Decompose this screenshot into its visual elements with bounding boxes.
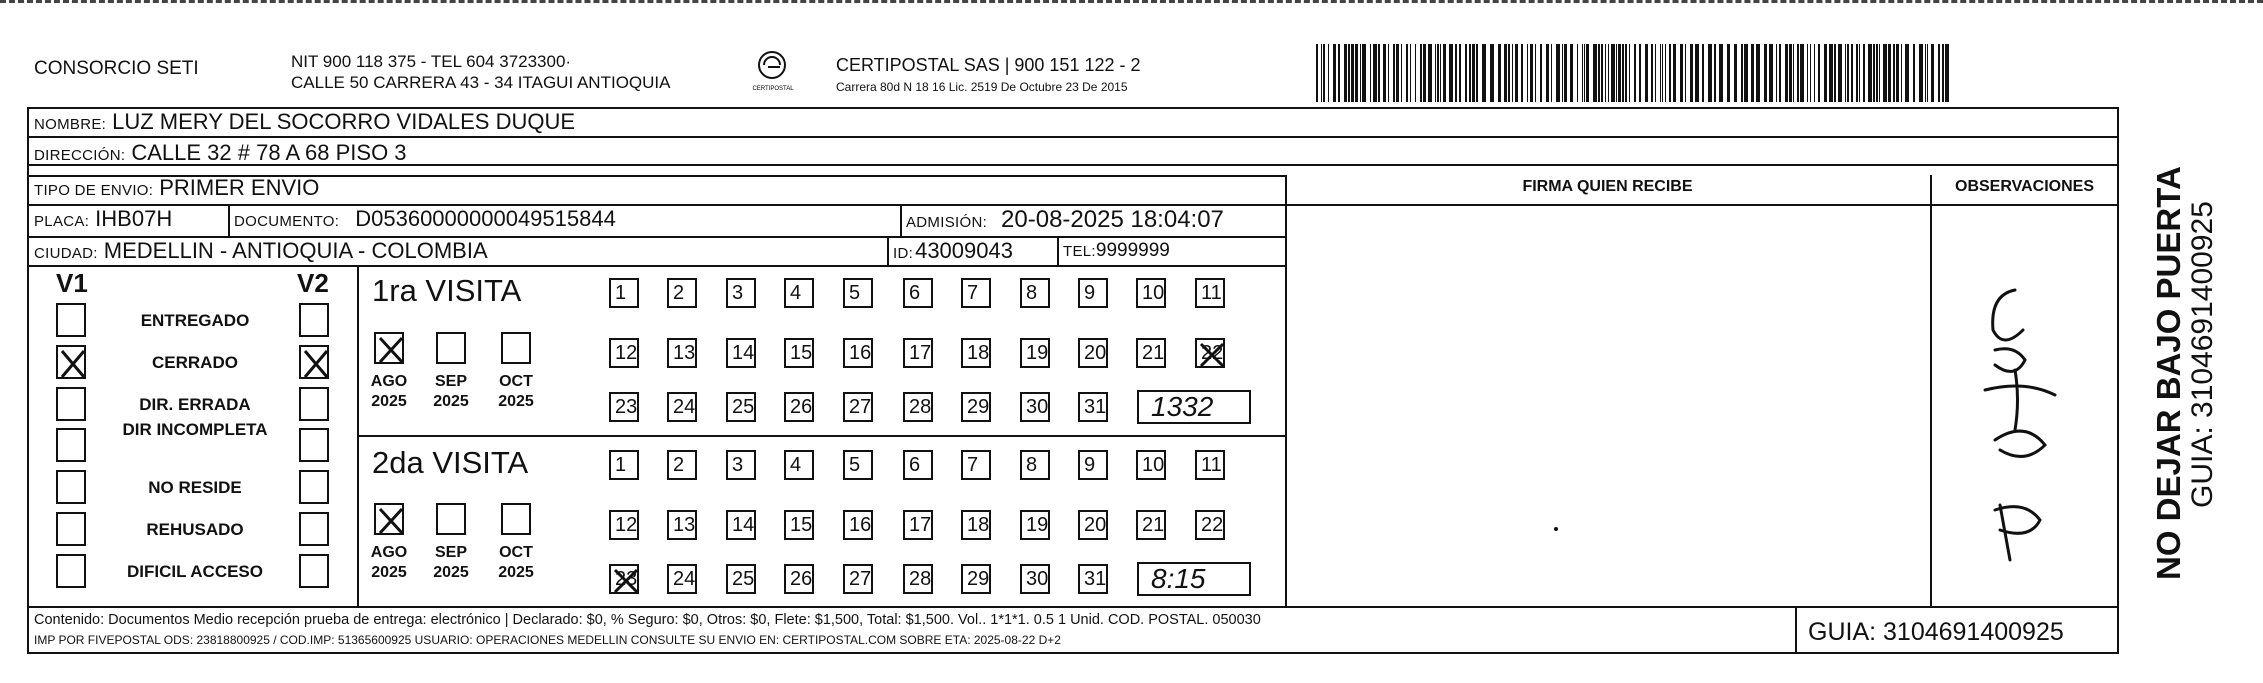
- nombre-value: LUZ MERY DEL SOCORRO VIDALES DUQUE: [112, 109, 576, 134]
- day-number: 22: [1201, 342, 1224, 364]
- day-box[interactable]: [667, 338, 697, 368]
- day-number: 7: [967, 282, 979, 304]
- status-label: DIFICIL ACCESO: [126, 562, 263, 581]
- id-value: 43009043: [915, 238, 1013, 263]
- tel-label: TEL:: [1063, 243, 1096, 260]
- day-box[interactable]: [1195, 338, 1225, 368]
- day-number: 20: [1084, 342, 1107, 364]
- day-box[interactable]: [609, 510, 639, 540]
- day-box[interactable]: [843, 450, 873, 480]
- perforation-edge: [0, 0, 2263, 6]
- day-number: 10: [1142, 454, 1165, 476]
- day-box[interactable]: [903, 510, 933, 540]
- day-number: 8: [1026, 454, 1038, 476]
- day-number: 17: [909, 342, 932, 364]
- day-box[interactable]: [1078, 392, 1108, 422]
- day-box[interactable]: [784, 392, 814, 422]
- month-label: SEP: [434, 373, 467, 390]
- ciudad-field: [34, 238, 488, 264]
- placa-label: PLACA:: [34, 213, 90, 230]
- day-number: 4: [790, 454, 802, 476]
- day-number: 27: [849, 568, 872, 590]
- day-number: 19: [1026, 342, 1049, 364]
- month-caption: [369, 372, 409, 412]
- day-box[interactable]: [961, 450, 991, 480]
- month-label: SEP: [434, 544, 467, 561]
- day-box[interactable]: [1136, 278, 1166, 308]
- status-v1-checkbox[interactable]: [56, 512, 86, 546]
- status-v2-checkbox[interactable]: [299, 554, 329, 588]
- id-label: ID:: [893, 245, 914, 262]
- day-box[interactable]: [903, 392, 933, 422]
- visit-time-box[interactable]: 1332: [1137, 390, 1251, 424]
- day-box[interactable]: [726, 510, 756, 540]
- month-checkbox[interactable]: [501, 503, 531, 535]
- day-number: 29: [967, 568, 990, 590]
- day-box[interactable]: [1078, 450, 1108, 480]
- day-box[interactable]: [1195, 450, 1225, 480]
- status-label: CERRADO: [152, 353, 238, 372]
- day-number: 30: [1026, 568, 1049, 590]
- status-v2-checkbox[interactable]: [299, 428, 329, 462]
- day-number: 27: [849, 396, 872, 418]
- day-box[interactable]: [667, 450, 697, 480]
- v2-header: V2: [297, 268, 329, 298]
- day-number: 9: [1084, 454, 1096, 476]
- day-box[interactable]: [1020, 564, 1050, 594]
- day-box[interactable]: [726, 338, 756, 368]
- day-number: 16: [849, 342, 872, 364]
- direccion-label: DIRECCIÓN:: [34, 147, 126, 164]
- status-v1-checkbox[interactable]: [56, 345, 86, 379]
- day-box[interactable]: [1020, 510, 1050, 540]
- tipo-value: PRIMER ENVIO: [159, 175, 320, 200]
- certipostal-line2: Carrera 80d N 18 16 Lic. 2519 De Octubre 23 De 2015: [836, 80, 1128, 94]
- day-number: 14: [732, 514, 755, 536]
- day-box[interactable]: [726, 392, 756, 422]
- month-year: 2025: [371, 564, 407, 581]
- day-number: 15: [790, 342, 813, 364]
- day-number: 4: [790, 282, 802, 304]
- day-box[interactable]: [843, 278, 873, 308]
- day-box[interactable]: [961, 278, 991, 308]
- day-box[interactable]: [726, 278, 756, 308]
- month-label: AGO: [370, 544, 408, 561]
- day-number: 5: [849, 454, 861, 476]
- tipo-label: TIPO DE ENVIO:: [34, 182, 154, 199]
- documento-value: D05360000000049515844: [355, 206, 616, 231]
- day-box[interactable]: [784, 450, 814, 480]
- status-label: DIR INCOMPLETA: [122, 420, 268, 439]
- month-checkbox[interactable]: [501, 332, 531, 364]
- day-box[interactable]: [961, 338, 991, 368]
- documento-label: DOCUMENTO:: [234, 213, 340, 230]
- day-box[interactable]: [1078, 564, 1108, 594]
- month-caption: [431, 372, 471, 412]
- day-box[interactable]: [903, 450, 933, 480]
- day-box[interactable]: [1020, 450, 1050, 480]
- ciudad-label: CIUDAD:: [34, 245, 98, 262]
- admision-label: ADMISIÓN:: [906, 214, 988, 231]
- day-box[interactable]: [609, 392, 639, 422]
- day-box[interactable]: [843, 392, 873, 422]
- day-number: 8: [1026, 282, 1038, 304]
- footer-imp: IMP POR FIVEPOSTAL ODS: 23818800925 / COD.IMP: 51365600925 USUARIO: OPERACIONES MEDELLIN CONSULTE SU ENVIO EN: CERTIPOSTAL.COM SOBRE ETA: 2025-08-22 D+2: [34, 633, 1061, 647]
- day-box[interactable]: [1136, 510, 1166, 540]
- tel-field: [1063, 240, 1170, 262]
- day-box[interactable]: [843, 564, 873, 594]
- day-box[interactable]: [667, 510, 697, 540]
- svg-text:CERTIPOSTAL: CERTIPOSTAL: [752, 86, 794, 92]
- company-name: CONSORCIO SETI: [34, 58, 199, 79]
- direccion-field: [34, 140, 407, 166]
- status-v2-checkbox[interactable]: [299, 470, 329, 504]
- day-number: 1: [615, 282, 627, 304]
- day-box[interactable]: [903, 278, 933, 308]
- month-year: 2025: [371, 393, 407, 410]
- day-box[interactable]: [1078, 278, 1108, 308]
- status-v1-checkbox[interactable]: [56, 554, 86, 588]
- day-box[interactable]: [903, 338, 933, 368]
- day-box[interactable]: [1078, 510, 1108, 540]
- month-checkbox[interactable]: [436, 503, 466, 535]
- day-number: 22: [1201, 514, 1224, 536]
- day-box[interactable]: [961, 510, 991, 540]
- day-number: 31: [1084, 568, 1107, 590]
- day-box[interactable]: [609, 564, 639, 594]
- day-number: 29: [967, 396, 990, 418]
- day-number: 25: [732, 568, 755, 590]
- day-number: 25: [732, 396, 755, 418]
- status-v2-checkbox[interactable]: [299, 387, 329, 421]
- day-box[interactable]: [1078, 338, 1108, 368]
- v1-header: V1: [56, 268, 88, 298]
- day-box[interactable]: [1195, 510, 1225, 540]
- day-box[interactable]: [1020, 278, 1050, 308]
- address-line: CALLE 50 CARRERA 43 - 34 ITAGUI ANTIOQUIA: [291, 73, 671, 92]
- day-number: 21: [1142, 342, 1165, 364]
- day-number: 13: [673, 514, 696, 536]
- day-number: 24: [673, 568, 696, 590]
- footer-guia: GUIA: 3104691400925: [1808, 618, 2064, 646]
- month-year: 2025: [498, 564, 534, 581]
- day-number: 11: [1201, 454, 1222, 476]
- footer-contenido: Contenido: Documentos Medio recepción prueba de entrega: electrónico | Declarado: $0, % Seguro: $0, Otros: $0, Flete: $1,500, Total: $1,500. Vol.. 1*1*1. 0.5 1 Unid. COD. POSTAL. 050030: [34, 612, 1261, 628]
- day-number: 15: [790, 514, 813, 536]
- second-visit-title: 2da VISITA: [372, 445, 529, 480]
- direccion-value: CALLE 32 # 78 A 68 PISO 3: [131, 140, 407, 165]
- day-number: 28: [909, 396, 932, 418]
- nombre-label: NOMBRE:: [34, 116, 107, 133]
- nit-line: NIT 900 118 375 - TEL 604 3723300·: [291, 52, 572, 71]
- day-box[interactable]: [903, 564, 933, 594]
- day-number: 11: [1201, 282, 1222, 304]
- day-number: 28: [909, 568, 932, 590]
- status-v1-checkbox[interactable]: [56, 470, 86, 504]
- day-box[interactable]: [667, 278, 697, 308]
- month-label: OCT: [499, 544, 533, 561]
- day-number: 20: [1084, 514, 1107, 536]
- status-v2-checkbox[interactable]: [299, 345, 329, 379]
- observaciones-header: OBSERVACIONES: [1955, 178, 2094, 195]
- day-box[interactable]: [1020, 338, 1050, 368]
- day-box[interactable]: [961, 564, 991, 594]
- month-label: OCT: [499, 373, 533, 390]
- status-v2-checkbox[interactable]: [299, 512, 329, 546]
- day-box[interactable]: [726, 450, 756, 480]
- first-visit-title: 1ra VISITA: [372, 273, 522, 308]
- day-box[interactable]: [1195, 278, 1225, 308]
- status-v1-checkbox[interactable]: [56, 428, 86, 462]
- status-v2-checkbox[interactable]: [299, 303, 329, 337]
- day-number: 6: [909, 454, 921, 476]
- month-checkbox[interactable]: [374, 332, 404, 364]
- side-guia: GUIA: 3104691400925: [2186, 201, 2219, 508]
- day-number: 13: [673, 342, 696, 364]
- month-caption: [496, 372, 536, 412]
- month-year: 2025: [498, 393, 534, 410]
- day-number: 7: [967, 454, 979, 476]
- id-field: [893, 238, 1013, 264]
- month-checkbox[interactable]: [374, 503, 404, 535]
- day-number: 2: [673, 282, 685, 304]
- month-label: AGO: [370, 373, 408, 390]
- day-number: 18: [967, 342, 990, 364]
- day-box[interactable]: [667, 564, 697, 594]
- day-number: 31: [1084, 396, 1107, 418]
- day-box[interactable]: [784, 564, 814, 594]
- day-number: 2: [673, 454, 685, 476]
- day-box[interactable]: [784, 510, 814, 540]
- status-label: REHUSADO: [146, 520, 244, 539]
- side-no-dejar: NO DEJAR BAJO PUERTA: [2150, 166, 2187, 580]
- day-box[interactable]: [784, 338, 814, 368]
- day-number: 10: [1142, 282, 1165, 304]
- day-box[interactable]: [843, 510, 873, 540]
- day-box[interactable]: [609, 450, 639, 480]
- day-box[interactable]: [1020, 392, 1050, 422]
- placa-field: [34, 206, 172, 232]
- nombre-field: [34, 109, 575, 135]
- day-box[interactable]: [1136, 450, 1166, 480]
- month-checkbox[interactable]: [436, 332, 466, 364]
- day-number: 3: [732, 282, 744, 304]
- day-number: 3: [732, 454, 744, 476]
- placa-value: IHB07H: [95, 206, 173, 231]
- day-number: 26: [790, 568, 813, 590]
- day-number: 9: [1084, 282, 1096, 304]
- tipo-field: [34, 175, 319, 201]
- day-number: 6: [909, 282, 921, 304]
- day-box[interactable]: [726, 564, 756, 594]
- day-number: 1: [615, 454, 627, 476]
- day-box[interactable]: [609, 338, 639, 368]
- visit-time-box[interactable]: 8:15: [1137, 562, 1251, 596]
- day-number: 24: [673, 396, 696, 418]
- day-number: 17: [909, 514, 932, 536]
- certipostal-line1: CERTIPOSTAL SAS | 900 151 122 - 2: [836, 55, 1141, 75]
- day-number: 16: [849, 514, 872, 536]
- day-box[interactable]: [961, 392, 991, 422]
- month-caption: [431, 543, 471, 583]
- month-year: 2025: [433, 564, 469, 581]
- observation-handwriting: [1975, 280, 2075, 580]
- status-label: DIR. ERRADA: [139, 395, 251, 414]
- day-number: 5: [849, 282, 861, 304]
- day-number: 12: [615, 514, 638, 536]
- day-box[interactable]: [667, 392, 697, 422]
- day-box[interactable]: [609, 278, 639, 308]
- day-number: 12: [615, 342, 638, 364]
- month-year: 2025: [433, 393, 469, 410]
- day-box[interactable]: [843, 338, 873, 368]
- tel-value: 9999999: [1095, 240, 1170, 261]
- status-label: ENTREGADO: [140, 311, 250, 330]
- day-number: 30: [1026, 396, 1049, 418]
- month-caption: [369, 543, 409, 583]
- status-v1-checkbox[interactable]: [56, 387, 86, 421]
- documento-field: [234, 206, 616, 232]
- day-number: 23: [615, 568, 638, 590]
- day-number: 23: [615, 396, 638, 418]
- day-box[interactable]: [1136, 338, 1166, 368]
- signature-mark: [1554, 527, 1558, 531]
- day-number: 21: [1142, 514, 1165, 536]
- status-label: NO RESIDE: [148, 478, 242, 497]
- month-caption: [496, 543, 536, 583]
- firma-header: FIRMA QUIEN RECIBE: [1522, 178, 1693, 195]
- admision-field: [906, 206, 1224, 234]
- day-number: 26: [790, 396, 813, 418]
- status-v1-checkbox[interactable]: [56, 303, 86, 337]
- ciudad-value: MEDELLIN - ANTIOQUIA - COLOMBIA: [103, 238, 488, 263]
- day-number: 19: [1026, 514, 1049, 536]
- day-number: 18: [967, 514, 990, 536]
- day-box[interactable]: [784, 278, 814, 308]
- certipostal-logo: [748, 48, 798, 94]
- day-number: 14: [732, 342, 755, 364]
- admision-value: 20-08-2025 18:04:07: [1001, 206, 1224, 233]
- barcode: [1316, 44, 1952, 102]
